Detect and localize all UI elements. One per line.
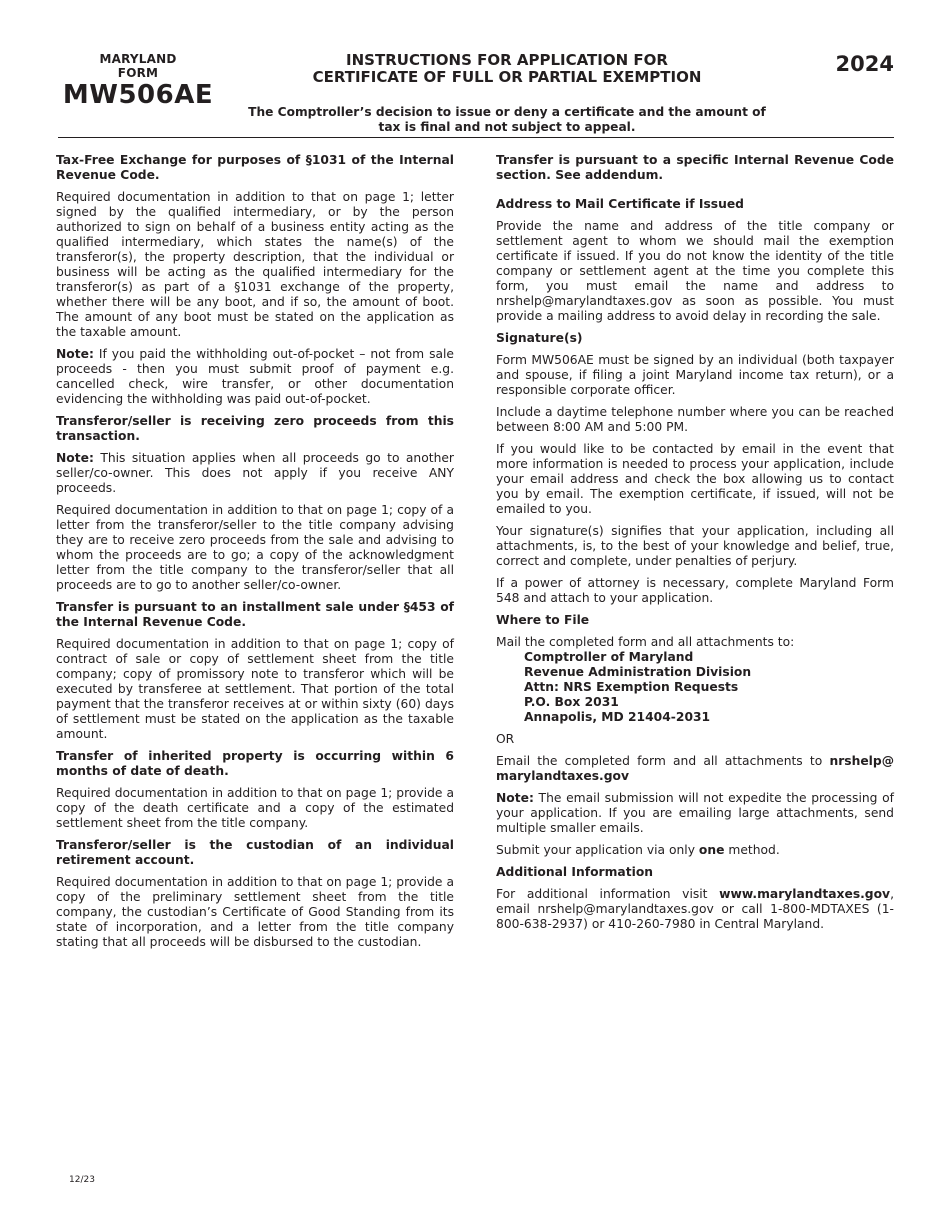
website-link[interactable]: www.marylandtaxes.gov <box>719 887 891 901</box>
section-heading-where-to-file: Where to File <box>496 613 590 627</box>
tax-year: 2024 <box>835 52 894 76</box>
section-heading-signatures: Signature(s) <box>496 331 583 345</box>
paragraph-phone: Include a daytime telephone number where you can be reached between 8:00 AM and 5:00 PM. <box>496 405 894 434</box>
section-heading-zero-proceeds: Transferor/seller is receiving zero proceeds from this transaction. <box>56 414 454 443</box>
title-line-2: CERTIFICATE OF FULL OR PARTIAL EXEMPTION <box>312 68 702 86</box>
note-text: If you paid the withholding out-of-pocket – not from sale proceeds - then you must submit proof of payment e.g. cancelled check, wire transfer, or other documentation evidencing the withholding was paid out-of-pocket. <box>56 347 454 406</box>
form-number: MW506AE <box>62 80 214 110</box>
paragraph-inherited: Required documentation in addition to that on page 1; provide a copy of the death certificate and a copy of the estimated settlement sheet from the title company. <box>56 786 454 830</box>
paragraph-retirement: Required documentation in addition to that on page 1; provide a copy of the preliminary settlement sheet from the title company, the custodian’s Certificate of Good Standing from its state of incorporation, and a letter from the title company stating that all proceeds will be disbursed to the custodian. <box>56 875 454 949</box>
left-column <box>56 153 454 957</box>
paragraph-installment: Required documentation in addition to that on page 1; copy of contract of sale or copy of settlement sheet from the title company; copy of promissory note to transferor which will be executed by transferee at settlement. That portion of the total payment that the transferor receives at or within sixty (60) days of settlement must be stated on the application as the taxable amount. <box>56 637 454 741</box>
form-word: FORM <box>117 66 159 80</box>
appeal-notice-line-1: The Comptroller’s decision to issue or deny a certificate and the amount of <box>248 105 766 119</box>
paragraph-zero-proceeds: Required documentation in addition to that on page 1; copy of a letter from the transferor/seller to the title company advising they are to receive zero proceeds from the sale and advising to whom the proceeds are to go; a copy of the acknowledgment letter from the title company to the transferor/seller that all proceeds are to go to another seller/co-owner. <box>56 503 454 592</box>
address-line: Attn: NRS Exemption Requests <box>524 680 739 694</box>
mailing-address <box>496 650 894 725</box>
note-zero-proceeds <box>56 451 454 496</box>
note-label: Note: <box>56 451 94 465</box>
note-text: The email submission will not expedite the processing of your application. If you are emailing large attachments, send multiple smaller emails. <box>496 791 894 835</box>
state-label: MARYLAND <box>99 52 177 66</box>
section-heading-inherited: Transfer of inherited property is occurring within 6 months of date of death. <box>56 749 454 778</box>
submit-text: Submit your application via only <box>496 843 699 857</box>
paragraph-perjury: Your signature(s) signifies that your application, including all attachments, is, to the best of your knowledge and belief, true, correct and complete, under penalties of perjury. <box>496 524 894 568</box>
submit-emphasis: one <box>698 843 725 857</box>
paragraph-email-submission <box>496 754 894 784</box>
form-identifier <box>58 52 218 109</box>
note-text: This situation applies when all proceeds go to another seller/co-owner. This does not apply if you receive ANY proceeds. <box>56 451 454 495</box>
note-out-of-pocket <box>56 347 454 407</box>
title-line-1: INSTRUCTIONS FOR APPLICATION FOR <box>346 51 668 69</box>
right-column <box>496 153 894 939</box>
info-text: For additional information visit <box>496 887 720 901</box>
section-heading-mail-address: Address to Mail Certificate if Issued <box>496 197 744 211</box>
section-heading-installment: Transfer is pursuant to an installment sale under §453 of the Internal Revenue Code. <box>56 600 454 629</box>
paragraph-mail-address: Provide the name and address of the title company or settlement agent to whom we should mail the exemption certificate if issued. If you do not know the identity of the title company or settlement agent at the time you complete this form, you must email the name and address to nrshelp@marylandtaxes.gov as soon as possible. You must provide a mailing address to avoid delay in recording the sale. <box>496 219 894 323</box>
paragraph-signers: Form MW506AE must be signed by an individual (both taxpayer and spouse, if filing a joint Maryland income tax return), or a responsible corporate officer. <box>496 353 894 397</box>
info-text: , email nrshelp@marylandtaxes.gov or call 1-800-MDTAXES (1-800-638-2937) or 410-260-7980 in Central Maryland. <box>496 887 894 931</box>
email-text: Email the completed form and all attachments to <box>496 754 830 768</box>
page-title <box>240 52 774 86</box>
address-line: Comptroller of Maryland <box>524 650 694 664</box>
paragraph-mail-to: Mail the completed form and all attachments to: <box>496 635 795 649</box>
revision-date: 12/23 <box>69 1175 95 1185</box>
paragraph-email-contact: If you would like to be contacted by email in the event that more information is needed to process your application, include your email address and check the box allowing us to contact you by email. The exemption certificate, if issued, will not be emailed to you. <box>496 442 894 516</box>
header-divider <box>58 137 894 138</box>
note-email <box>496 791 894 836</box>
email-address-link[interactable]: nrshelp@ marylandtaxes.gov <box>496 754 894 783</box>
address-line: Revenue Administration Division <box>524 665 752 679</box>
note-label: Note: <box>56 347 94 361</box>
address-line: Annapolis, MD 21404-2031 <box>524 710 711 724</box>
section-heading-retirement: Transferor/seller is the custodian of an individual retirement account. <box>56 838 454 867</box>
section-heading-irc: Transfer is pursuant to a specific Internal Revenue Code section. See addendum. <box>496 153 894 182</box>
paragraph-1031: Required documentation in addition to that on page 1; letter signed by the qualified intermediary, or by the person authorized to sign on behalf of a business entity acting as the qualified intermediary, which states the name(s) of the transferor(s), the property description, that the individual or business will be acting as the qualified intermediary for the transferor(s) as part of a §1031 exchange of the property, whether there will be any boot, and if so, the amount of boot. The amount of any boot must be stated on the application as the taxable amount. <box>56 190 454 339</box>
appeal-notice <box>240 105 774 135</box>
paragraph-power-of-attorney: If a power of attorney is necessary, complete Maryland Form 548 and attach to your application. <box>496 576 894 605</box>
appeal-notice-line-2: tax is final and not subject to appeal. <box>378 120 636 134</box>
submit-text: method. <box>724 843 780 857</box>
or-separator: OR <box>496 732 515 746</box>
paragraph-submit-method <box>496 843 894 858</box>
section-heading-1031: Tax-Free Exchange for purposes of §1031 of the Internal Revenue Code. <box>56 153 454 182</box>
note-label: Note: <box>496 791 534 805</box>
paragraph-additional-info <box>496 887 894 932</box>
section-heading-additional-info: Additional Information <box>496 865 654 879</box>
address-line: P.O. Box 2031 <box>524 695 619 709</box>
